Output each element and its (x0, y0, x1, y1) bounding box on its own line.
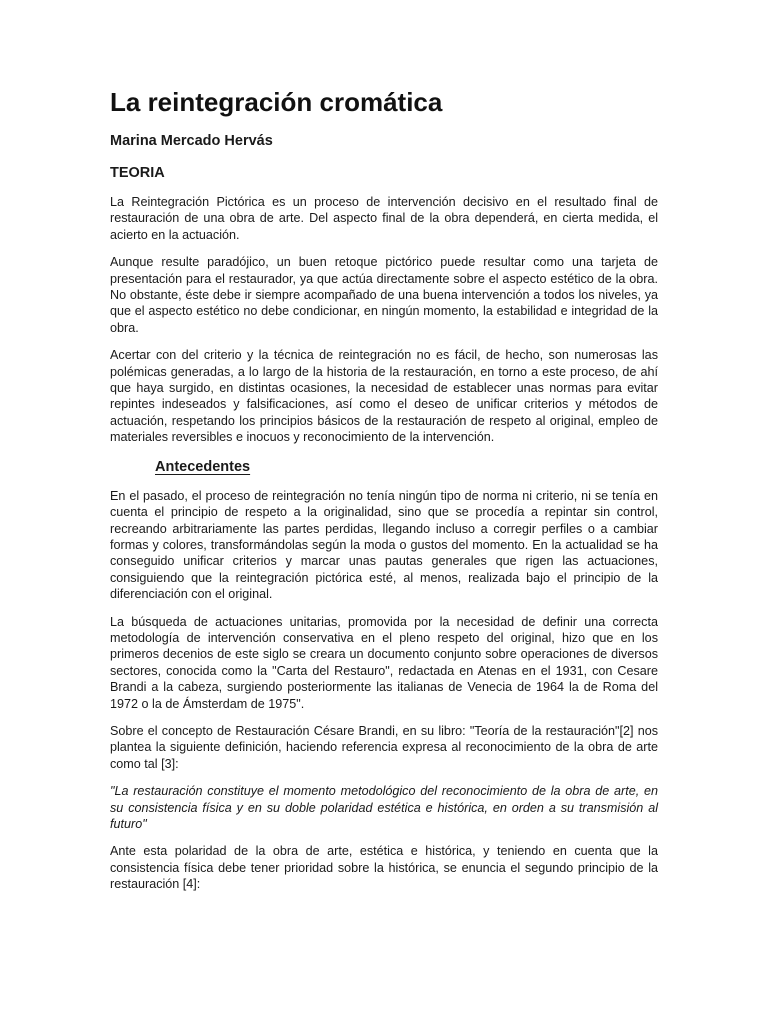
document-body (110, 86, 658, 893)
paragraph: La Reintegración Pictórica es un proceso de intervención decisivo en el resultado final de restauración de una obra de arte. Del aspecto final de la obra dependerá, en cierta medida, el acierto en la actuación. (110, 195, 658, 242)
paragraph: Aunque resulte paradójico, un buen retoque pictórico puede resultar como una tarjeta de presentación para el restaurador, ya que actúa directamente sobre el aspecto estético de la obra. No obstante, éste debe ir siempre acompañado de una buena intervención a todos los niveles, ya que el aspecto estético no debe condicionar, en ningún momento, la estabilidad e integridad de la obra. (110, 255, 658, 335)
section-heading-teoria: TEORIA (110, 165, 165, 181)
paragraph: En el pasado, el proceso de reintegración no tenía ningún tipo de norma ni criterio, ni se tenía en cuenta el principio de respeto a la originalidad, sino que se procedía a repintar sin control, recreando arbitrariamente las partes perdidas, llegando incluso a corregir perfiles o a cambiar formas y colores, transformándolas según la moda o gustos del momento. En la actualidad se ha conseguido unificar criterios y marcar unas pautas generales que rigen las actuaciones, consiguiendo que la reintegración pictórica esté, al menos, realizada bajo el principio de la diferenciación con el original. (110, 488, 658, 602)
document-title: La reintegración cromática (110, 87, 443, 117)
paragraph: Ante esta polaridad de la obra de arte, estética e histórica, y teniendo en cuenta que la consistencia física debe tener prioridad sobre la histórica, se enuncia el segundo principio de la restauración [4]: (110, 844, 658, 892)
paragraph: Acertar con del criterio y la técnica de reintegración no es fácil, de hecho, son numerosas las polémicas generadas, a lo largo de la historia de la restauración, en torno a este proceso, de ahí que haya surgido, en distintas ocasiones, la necesidad de establecer unas normas para evitar repintes indeseados y falsificaciones, así como el deseo de unificar criterios y métodos de actuación, respetando los principios básicos de la restauración de respeto al original, empleo de materiales reversibles e inocuos y reconocimiento de la intervención. (110, 348, 658, 445)
author-name: Marina Mercado Hervás (110, 133, 273, 149)
section-heading-antecedentes: Antecedentes (155, 458, 251, 475)
brandi-quote: "La restauración constituye el momento metodológico del reconocimiento de la obra de arte, en su consistencia física y en su doble polaridad estética e histórica, en orden a su transmisión al futuro" (110, 784, 658, 831)
paragraph: Sobre el concepto de Restauración Césare Brandi, en su libro: "Teoría de la restauración"[2] nos plantea la siguiente definición, haciendo referencia expresa al reconocimiento de la obra de arte como tal [3]: (110, 723, 658, 771)
paragraph: La búsqueda de actuaciones unitarias, promovida por la necesidad de definir una correcta metodología de intervención conservativa en el pleno respeto del original, hizo que en los primeros decenios de este siglo se creara un documento conjunto sobre operaciones de diversos sectores, conocida como la "Carta del Restauro", redactada en Atenas en el 1931, con Cesare Brandi a la cabeza, surgiendo posteriormente las italianas de Venecia de 1964 la de Roma del 1972 o la de Ámsterdam de 1975". (110, 614, 658, 711)
